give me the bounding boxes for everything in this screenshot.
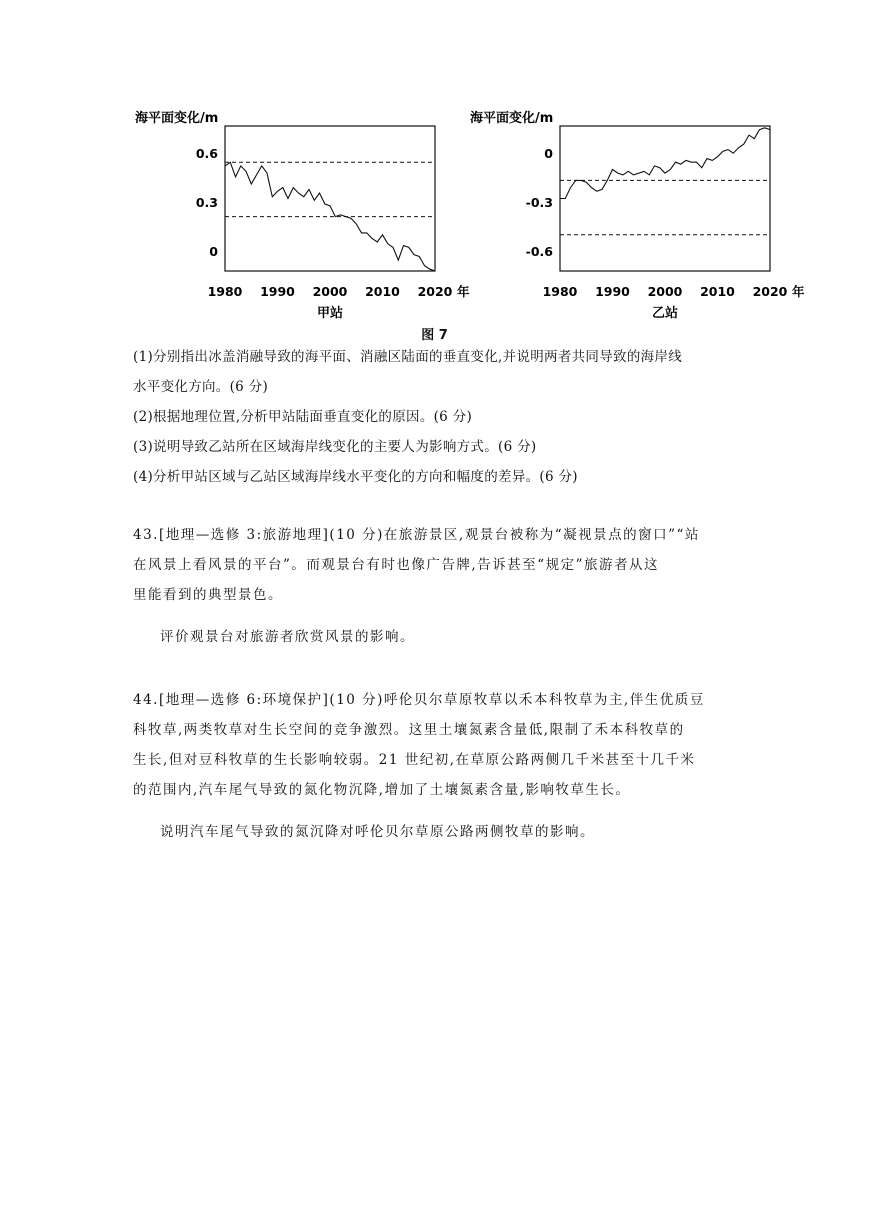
question-3: (3)说明导致乙站所在区域海岸线变化的主要人为影响方式。(6 分)	[133, 439, 537, 455]
q44-line-2: 科牧草,两类牧草对生长空间的竞争激烈。这里土壤氮素含量低,限制了禾本科牧草的	[133, 722, 685, 738]
x-tick-label: 2000	[647, 284, 683, 299]
plot-frame	[225, 126, 435, 271]
y-tick-label: 0.6	[195, 146, 218, 161]
x-tick-label: 2020	[752, 284, 788, 299]
station-label: 甲站	[316, 306, 344, 321]
q44-line-3: 生长,但对豆科牧草的生长影响较弱。21 世纪初,在草原公路两侧几千米甚至十几千米	[133, 752, 696, 768]
x-tick-label: 1990	[595, 284, 630, 299]
y-tick-label: 0	[209, 244, 218, 259]
grid-lines	[560, 126, 770, 235]
x-unit-label: 年	[457, 284, 470, 299]
q43-line-2: 在风景上看风景的平台”。而观景台有时也像广告牌,告诉甚至“规定”旅游者从这	[133, 557, 659, 573]
q43-task: 评价观景台对旅游者欣赏风景的影响。	[160, 629, 415, 645]
q44-line-4: 的范围内,汽车尾气导致的氮化物沉降,增加了土壤氮素含量,影响牧草生长。	[133, 782, 631, 798]
x-tick-label: 2010	[700, 284, 735, 299]
x-tick-label: 2000	[312, 284, 348, 299]
x-tick-label: 1990	[260, 284, 295, 299]
y-axis-label: 海平面变化/m	[470, 111, 554, 126]
x-tick-label: 1980	[207, 284, 243, 299]
y-tick-label: 0.3	[195, 195, 218, 210]
x-tick-label: 2020	[417, 284, 453, 299]
y-tick-label: 0	[544, 146, 553, 161]
chart-station-jia	[130, 100, 475, 325]
x-unit-label: 年	[792, 284, 805, 299]
chart-svg-yi	[465, 100, 810, 325]
x-tick-label: 1980	[542, 284, 578, 299]
q44-task: 说明汽车尾气导致的氮沉降对呼伦贝尔草原公路两侧牧草的影响。	[160, 824, 595, 840]
q44-line-1: 44.[地理—选修 6:环境保护](10 分)呼伦贝尔草原牧草以禾本科牧草为主,伴生优质豆	[133, 692, 705, 708]
q43-line-3: 里能看到的典型景色。	[133, 587, 283, 603]
y-tick-label: -0.3	[525, 195, 553, 210]
grid-lines	[225, 162, 435, 271]
figure-caption: 图 7	[421, 328, 448, 343]
question-4: (4)分析甲站区域与乙站区域海岸线水平变化的方向和幅度的差异。(6 分)	[133, 469, 578, 485]
question-2: (2)根据地理位置,分析甲站陆面垂直变化的原因。(6 分)	[133, 409, 473, 425]
question-1-line-2: 水平变化方向。(6 分)	[133, 379, 269, 395]
sea-level-line	[560, 128, 770, 199]
station-label: 乙站	[651, 306, 679, 321]
y-axis-label: 海平面变化/m	[135, 111, 219, 126]
chart-svg-jia	[130, 100, 475, 325]
q43-line-1: 43.[地理—选修 3:旅游地理](10 分)在旅游景区,观景台被称为“凝视景点的窗口”“站	[133, 527, 700, 543]
y-tick-label: -0.6	[525, 244, 553, 259]
chart-station-yi	[465, 100, 810, 325]
x-tick-label: 2010	[365, 284, 400, 299]
question-1-line-1: (1)分别指出冰盖消融导致的海平面、消融区陆面的垂直变化,并说明两者共同导致的海岸线	[133, 349, 683, 365]
